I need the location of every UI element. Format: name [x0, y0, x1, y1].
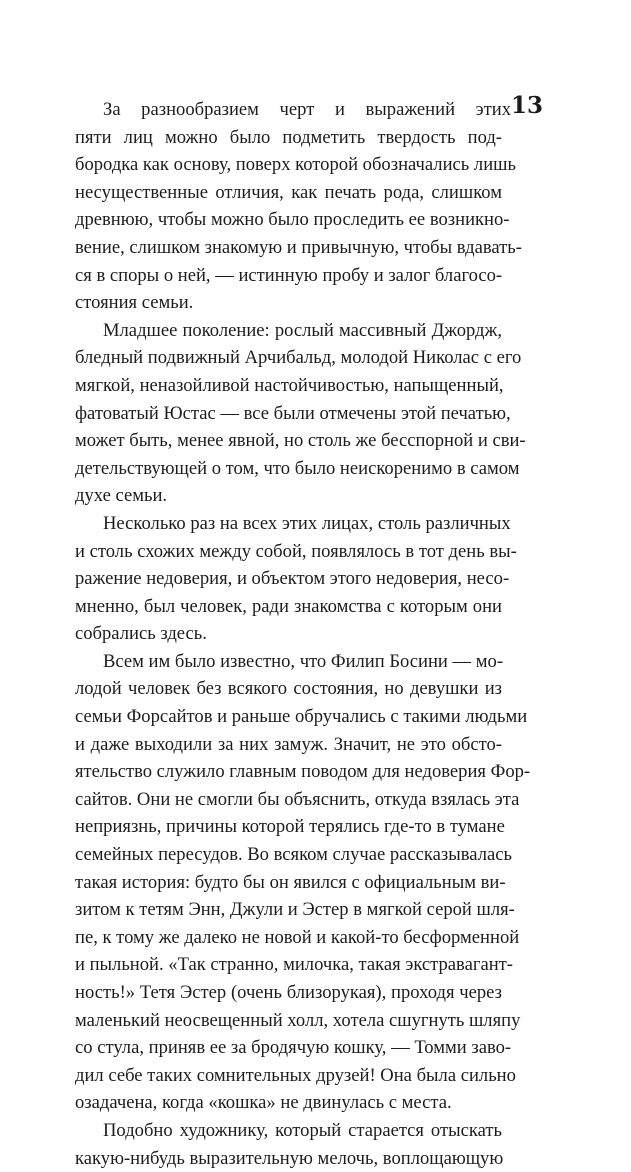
text-line: может быть, менее явной, но столь же бесспорной и сви- [75, 430, 526, 452]
text-line: озадачена, когда «кошка» не двинулась с места. [75, 1092, 452, 1114]
text-line: зитом к тетям Энн, Джули и Эстер в мягкой серой шля- [75, 899, 515, 921]
text-line: и столь схожих между собой, появлялось в тот день вы- [75, 540, 517, 562]
text-line: Младшее поколение: рослый массивный Джордж, [103, 319, 502, 341]
text-line: и пыльной. «Так странно, милочка, такая экстравагант- [75, 954, 513, 976]
text-line: мненно, был человек, ради знакомства с которым они [75, 595, 502, 617]
text-line: лодой человек без всякого состояния, но девушки из [75, 678, 502, 700]
text-line: бородка как основу, поверх которой обозначались лишь [75, 154, 516, 176]
text-line: и даже выходили за них замуж. Значит, не это обсто- [75, 733, 502, 755]
text-line: ся в споры о ней, — истинную пробу и залог благосо- [75, 264, 503, 286]
text-line: ятельство служило главным поводом для недоверия Фор- [75, 761, 531, 783]
text-line: маленький неосвещенный холл, хотела сшугнуть шляпу [75, 1009, 521, 1031]
text-line: пе, к тому же далеко не новой и какой-то бесформенной [75, 926, 520, 948]
text-line: ражение недоверия, и объектом этого недоверия, несо- [75, 568, 510, 590]
text-line: фатоватый Юстас — все были отмечены этой печатью, [75, 402, 511, 424]
text-line: Несколько раз на всех этих лицах, столь различных [103, 512, 511, 534]
text-line: бледный подвижный Арчибальд, молодой Николас с его [75, 347, 522, 369]
text-line: неприязнь, причины которой терялись где-то в тумане [75, 816, 505, 838]
text-line: пяти лиц можно было подметить твердость под- [75, 126, 502, 148]
text-line: древнюю, чтобы можно было проследить ее возникно- [75, 209, 510, 231]
text-line: несущественные отличия, как печать рода, слишком [75, 181, 502, 203]
text-line: ность!» Тетя Эстер (очень близорукая), проходя через [75, 982, 502, 1003]
text-line: собрались здесь. [75, 623, 207, 645]
text-line: со стула, приняв ее за бродячую кошку, — Томми заво- [75, 1037, 512, 1059]
text-line: семейных пересудов. Во всяком случае рассказывалась [75, 844, 512, 866]
text-line: семьи Форсайтов и раньше обручались с такими людьми [75, 706, 528, 728]
text-line: Всем им было известно, что Филип Босини — мо- [103, 650, 504, 672]
text-line: Подобно художнику, который старается отыскать [103, 1119, 502, 1141]
text-line: какую-нибудь выразительную мелочь, воплощающую [75, 1147, 504, 1169]
text-line: За разнообразием черт и выражений этих [103, 99, 511, 120]
text-line: детельствующей о том, что было неискоренимо в самом [75, 457, 520, 479]
text-line: мягкой, неназойливой настойчивостью, напыщенный, [75, 374, 504, 396]
page-number: 13 [510, 92, 543, 119]
text-line: вение, слишком знакомую и привычную, чтобы вдавать- [75, 236, 522, 258]
text-line: такая история: будто бы он явился с официальным ви- [75, 871, 506, 893]
text-line: сайтов. Они не смогли бы объяснить, откуда взялась эта [75, 788, 520, 810]
text-line: духе семьи. [75, 485, 168, 507]
text-line: дил себе таких сомнительных друзей! Она была сильно [75, 1064, 516, 1086]
text-line: стояния семьи. [75, 292, 194, 314]
